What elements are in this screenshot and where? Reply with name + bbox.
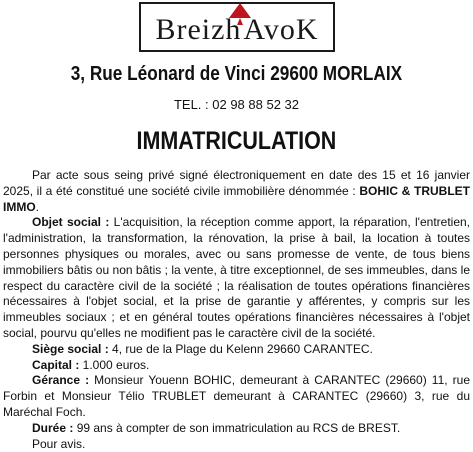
intro-paragraph [3, 168, 470, 215]
siege-text: 4, rue de la Plage du Kelenn 29660 CARANTEC. [112, 341, 373, 356]
objet-label: Objet social : [32, 215, 114, 230]
siege-paragraph [3, 342, 470, 358]
company-name: BOHIC & TRUBLET IMMO [3, 183, 470, 214]
capital-text: 1.000 euros. [82, 357, 150, 372]
office-address: 3, Rue Léonard de Vinci 29600 MORLAIX [70, 63, 403, 85]
capital-paragraph [3, 358, 470, 374]
objet-text: L'acquisition, la réception comme apport, la réparation, l'entretien, l'administration, la transformation, la rénovation, la prise à bail, la location à toutes personnes physiques ou morales, avec ou sans promesse de vente, de tous biens immobiliers bâtis ou non bâtis ; la vente, à titre exceptionnel, de ses immeubles, dans le respect du caractère civil de la société ; la réalisation de toutes opérations financières nécessaires à l'objet social, et la prise de garantie y afférentes, y compris sur les immeubles sociaux ; et en général toutes opérations financières nécessaires à l'objet social, pourvu qu'elles ne modifient pas le caractère civil de la société. [3, 215, 470, 340]
capital-label: Capital : [32, 357, 83, 372]
gerance-text: Monsieur Youenn BOHIC, demeurant à CARANTEC (29660) 11, rue Forbin et Monsieur Télio TRUBLET demeurant à CARANTEC (29660) 3, rue du Maréchal Foch. [3, 373, 470, 419]
breizh-avok-logo [139, 2, 335, 52]
objet-paragraph [3, 215, 470, 341]
closing-line: Pour avis. [32, 436, 86, 451]
intro-text: Par acte sous seing privé signé électroniquement en date des 15 et 16 janvier 2025, il a été constitué une société civile immobilière dénommée : [3, 168, 470, 198]
logo-wordmark [141, 15, 333, 45]
gerance-label: Gérance : [32, 373, 95, 388]
gerance-paragraph [3, 373, 470, 420]
intro-end: . [35, 199, 40, 214]
logo-text-lead: Breizh [155, 13, 242, 46]
notice-body [3, 168, 470, 452]
siege-label: Siège social : [32, 341, 113, 356]
notice-title: IMMATRICULATION [136, 127, 337, 155]
office-phone: TEL. : 02 98 88 52 32 [173, 97, 300, 112]
logo-text-tail: AvoK [243, 13, 319, 46]
duree-text: 99 ans à compter de son immatriculation au RCS de BREST. [76, 420, 401, 435]
duree-paragraph [3, 421, 470, 437]
duree-label: Durée : [32, 420, 77, 435]
